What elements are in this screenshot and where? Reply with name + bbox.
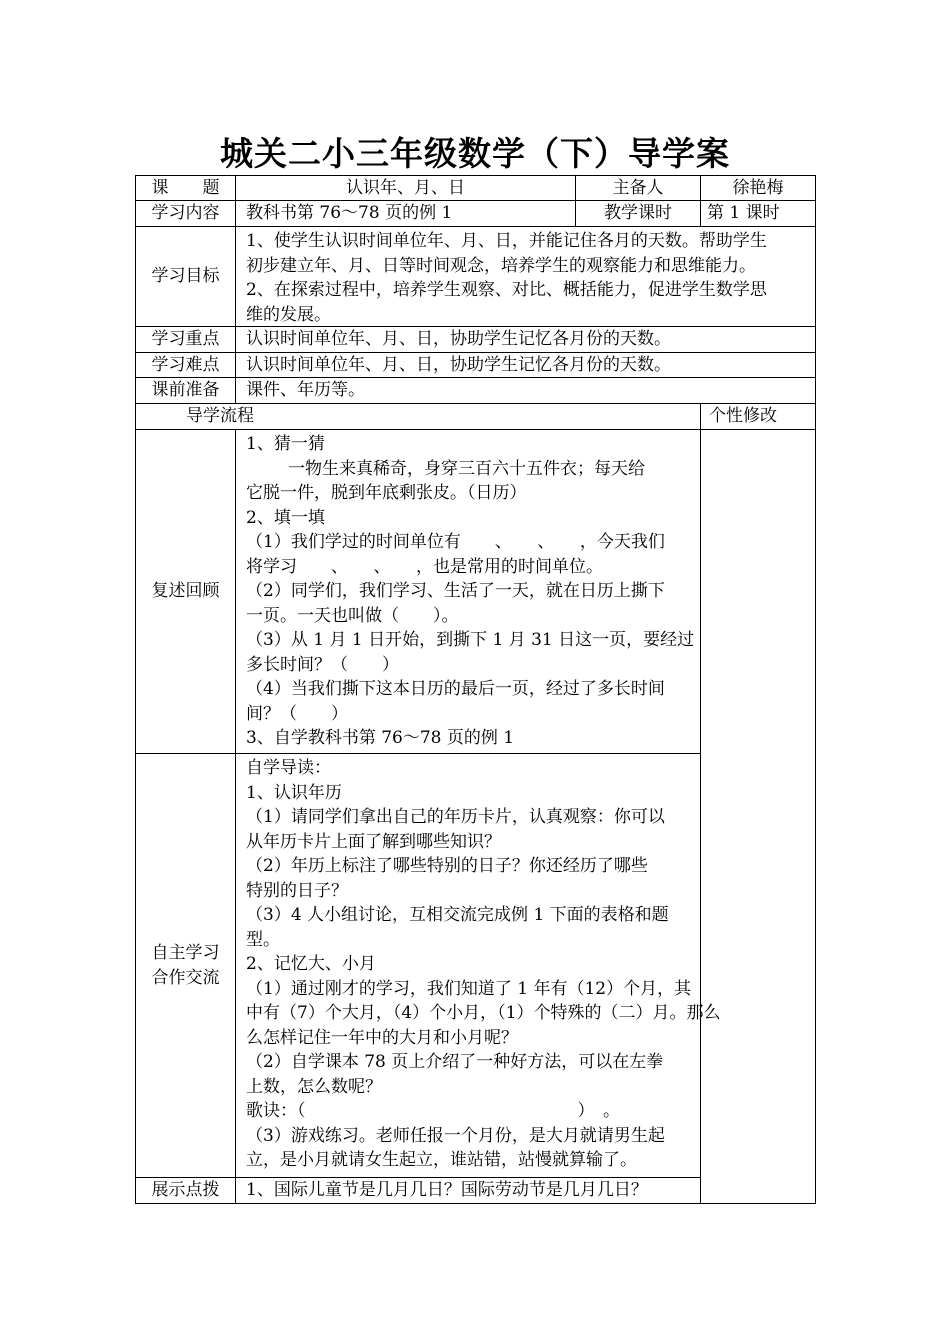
- notes-header: 个性修改: [700, 403, 816, 430]
- self-study-line: 特别的日子？: [246, 880, 348, 901]
- display-value: 1、国际儿童节是几月几日？国际劳动节是几月几日？: [235, 1177, 701, 1204]
- review-line: 1、猜一猜: [246, 434, 325, 454]
- notes-column: [700, 429, 816, 1204]
- review-line: 一物生来真稀奇，身穿三百六十五件衣；每天给: [288, 458, 645, 479]
- review-line: （4）当我们撕下这本日历的最后一页，经过了多长时间: [246, 679, 665, 699]
- content-value: 教科书第 76～78 页的例 1: [235, 200, 576, 227]
- difficulty-label: 学习难点: [135, 352, 236, 378]
- goals-label: 学习目标: [135, 226, 236, 327]
- self-study-label-line2: 合作交流: [151, 967, 220, 988]
- self-study-label-line1: 自主学习: [151, 943, 220, 963]
- preparation-label: 课前准备: [135, 377, 236, 404]
- review-line: （1）我们学过的时间单位有 、 、 ，今天我们: [246, 532, 665, 552]
- goals-text: [235, 226, 816, 327]
- topic-value: 认识年、月、日: [235, 175, 576, 201]
- goals-line: 维的发展。: [246, 304, 331, 325]
- preparation-value: 课件、年历等。: [235, 377, 816, 404]
- review-line: （2）同学们，我们学习、生活了一天，就在日历上撕下: [246, 581, 665, 601]
- self-study-line: 2、记忆大、小月: [246, 954, 376, 974]
- self-study-line: 立，是小月就请女生起立，谁站错，站慢就算输了。: [246, 1150, 637, 1170]
- self-study-line: （2）自学课本 78 页上介绍了一种好方法，可以在左拳: [246, 1052, 664, 1072]
- review-line: 它脱一件，脱到年底剩张皮。（日历）: [246, 483, 527, 503]
- self-study-line: （1）请同学们拿出自己的年历卡片，认真观察：你可以: [246, 807, 665, 827]
- period-value: 第 1 课时: [700, 200, 816, 227]
- goals-line: 2、在探索过程中，培养学生观察、对比、概括能力，促进学生数学思: [246, 280, 767, 300]
- key-point-value: 认识时间单位年、月、日，协助学生记忆各月份的天数。: [235, 326, 816, 353]
- review-line: 将学习 、 、 ，也是常用的时间单位。: [246, 556, 603, 577]
- review-content: [235, 429, 701, 754]
- self-study-line: 1、认识年历: [246, 782, 342, 803]
- self-study-line: 中有（7）个大月，（4）个小月，（1）个特殊的（二）月。那么: [246, 1003, 721, 1023]
- self-study-line: 么怎样记住一年中的大月和小月呢？: [246, 1027, 518, 1048]
- difficulty-value: 认识时间单位年、月、日，协助学生记忆各月份的天数。: [235, 352, 816, 378]
- display-label: 展示点拨: [135, 1177, 236, 1204]
- self-study-line: 上数，怎么数呢？: [246, 1076, 382, 1097]
- review-line: （3）从 1 月 1 日开始，到撕下 1 月 31 日这一页，要经过: [246, 630, 695, 650]
- goals-line: 初步建立年、月、日等时间观念，培养学生的观察能力和思维能力。: [246, 255, 756, 276]
- review-line: 多长时间？（ ）: [246, 654, 399, 675]
- flow-header: 导学流程: [135, 403, 701, 430]
- review-line: 2、填一填: [246, 507, 325, 528]
- self-study-line: 型。: [246, 929, 280, 950]
- self-study-line: （3）4 人小组讨论，互相交流完成例 1 下面的表格和题: [246, 905, 669, 925]
- review-line: 3、自学教科书第 76～78 页的例 1: [246, 728, 515, 748]
- self-study-line: （3）游戏练习。老师任报一个月份，是大月就请男生起: [246, 1125, 665, 1146]
- review-line: 一页。一天也叫做（ ）。: [246, 605, 459, 626]
- content-label: 学习内容: [135, 200, 236, 227]
- review-label: 复述回顾: [135, 429, 236, 754]
- period-label: 教学课时: [575, 200, 701, 227]
- self-study-line: （2）年历上标注了哪些特别的日子？你还经历了哪些: [246, 856, 648, 876]
- topic-label: 课 题: [135, 175, 236, 201]
- page-title: 城关二小三年级数学（下）导学案: [220, 134, 730, 173]
- self-study-content: [235, 753, 721, 1178]
- review-line: 间？（ ）: [246, 703, 348, 724]
- self-study-line: （1）通过刚才的学习，我们知道了 1 年有（12）个月，其: [246, 978, 692, 999]
- goals-line: 1、使学生认识时间单位年、月、日，并能记住各月的天数。帮助学生: [246, 231, 767, 251]
- self-study-line: 自学导读：: [246, 758, 331, 778]
- self-study-label: [135, 753, 236, 1178]
- self-study-line: 从年历卡片上面了解到哪些知识？: [246, 831, 501, 852]
- preparer-value: 徐艳梅: [700, 175, 816, 201]
- self-study-line: 歌诀：（ ） 。: [246, 1101, 620, 1121]
- preparer-label: 主备人: [575, 175, 701, 201]
- key-point-label: 学习重点: [135, 326, 236, 353]
